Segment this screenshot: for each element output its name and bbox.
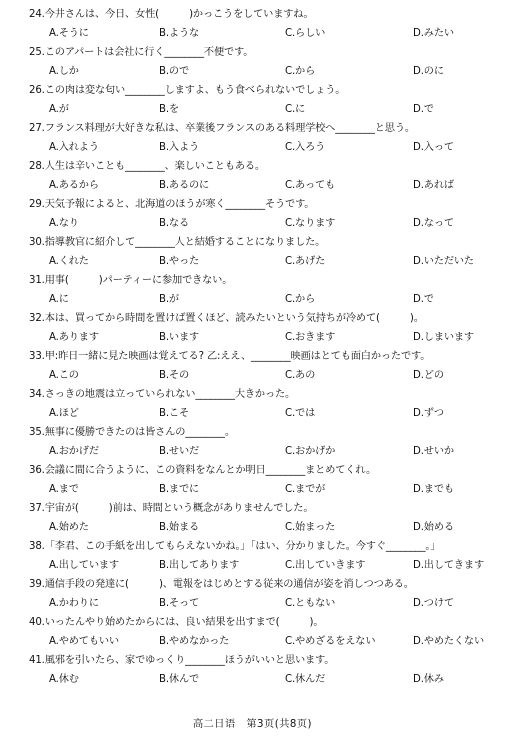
- option-b: B.入よう: [159, 142, 200, 153]
- option-d: D.やめたくない: [413, 636, 485, 647]
- question-40: [29, 616, 499, 654]
- option-a: A.かわりに: [49, 598, 99, 609]
- option-d: D.出してきます: [413, 560, 485, 571]
- question-stem: 33.甲:昨日一緒に見た映画は覚えてる? 乙:ええ、________映画はとても面白かったです。: [29, 351, 431, 362]
- question-stem: 24.今井さんは、今日、女性( )かっこうをしていますね。: [29, 9, 314, 20]
- question-38: [29, 540, 499, 578]
- option-a: A.出しています: [49, 560, 119, 571]
- option-d: D.までも: [413, 484, 454, 495]
- option-d: D.せいか: [413, 446, 454, 457]
- question-26: [29, 84, 499, 122]
- question-stem: 30.指導教官に紹介して________人と結婚することになりました。: [29, 237, 326, 248]
- question-30: [29, 236, 499, 274]
- option-c: C.から: [285, 294, 316, 305]
- question-stem: 38.「李君、この手紙を出してもらえないかね。」「はい、分かりました。今すぐ________。」: [29, 541, 441, 552]
- option-a: A.あるから: [49, 180, 99, 191]
- option-b: B.あるのに: [159, 180, 210, 191]
- option-c: C.ともない: [285, 598, 336, 609]
- option-b: B.せいだ: [159, 446, 200, 457]
- option-a: A.しか: [49, 66, 79, 77]
- question-36: [29, 464, 499, 502]
- option-a: A.入れよう: [49, 142, 99, 153]
- option-a: A.この: [49, 370, 79, 381]
- option-b: B.なる: [159, 218, 190, 229]
- option-d: D.みたい: [413, 28, 454, 39]
- option-b: B.います: [159, 332, 200, 343]
- option-b: B.を: [159, 104, 179, 115]
- question-25: [29, 46, 499, 84]
- question-stem: 40.いったんやり始めたからには、良い結果を出すまで( )。: [29, 617, 324, 628]
- option-b: B.やめなかった: [159, 636, 230, 647]
- option-d: D.あれば: [413, 180, 454, 191]
- option-a: A.くれた: [49, 256, 89, 267]
- option-b: B.休んで: [159, 674, 200, 685]
- option-b: B.出してあります: [159, 560, 240, 571]
- option-a: A.まで: [49, 484, 79, 495]
- option-d: D.ずつ: [413, 408, 444, 419]
- question-31: [29, 274, 499, 312]
- page-footer: 高二日语 第3页(共8页): [192, 719, 313, 730]
- question-stem: 32.本は、買ってから時間を置けば置くほど、読みたいという気持ちが冷めて( )。: [29, 313, 424, 324]
- option-d: D.しまいます: [413, 332, 474, 343]
- question-41: [29, 654, 499, 692]
- option-a: A.あります: [49, 332, 99, 343]
- question-stem: 27.フランス料理が大好きな私は、卒業後フランスのある料理学校へ________と思う。: [29, 123, 415, 134]
- option-b: B.までに: [159, 484, 200, 495]
- option-c: C.始まった: [285, 522, 336, 533]
- option-d: D.なって: [413, 218, 454, 229]
- question-28: [29, 160, 499, 198]
- option-b: B.やった: [159, 256, 200, 267]
- question-stem: 37.宇宙が( )前は、時間という概念がありませんでした。: [29, 503, 314, 514]
- option-c: C.あの: [285, 370, 316, 381]
- question-39: [29, 578, 499, 616]
- option-d: D.で: [413, 294, 434, 305]
- option-c: C.では: [285, 408, 316, 419]
- option-b: B.が: [159, 294, 179, 305]
- option-a: A.始めた: [49, 522, 89, 533]
- option-b: B.ので: [159, 66, 190, 77]
- question-stem: 34.さっきの地震は立っていられない________大きかった。: [29, 389, 296, 400]
- question-stem: 39.通信手段の発達に( )、電報をはじめとする従来の通信が姿を消しつつある。: [29, 579, 414, 590]
- question-27: [29, 122, 499, 160]
- question-33: [29, 350, 499, 388]
- option-b: B.こそ: [159, 408, 190, 419]
- option-c: C.入ろう: [285, 142, 326, 153]
- option-d: D.いただいた: [413, 256, 474, 267]
- option-d: D.どの: [413, 370, 444, 381]
- option-a: A.そうに: [49, 28, 89, 39]
- option-a: A.やめてもいい: [49, 636, 119, 647]
- question-stem: 28.人生は辛いことも________、楽しいこともある。: [29, 161, 265, 172]
- option-a: A.おかげだ: [49, 446, 99, 457]
- option-c: C.あっても: [285, 180, 336, 191]
- option-c: C.やめざるをえない: [285, 636, 376, 647]
- question-35: [29, 426, 499, 464]
- question-24: [29, 8, 499, 46]
- question-stem: 36.会議に間に合うように、この資料をなんとか明日________まとめてくれ。: [29, 465, 376, 476]
- question-29: [29, 198, 499, 236]
- option-d: D.休み: [413, 674, 444, 685]
- option-c: C.おかげか: [285, 446, 336, 457]
- option-d: D.で: [413, 104, 434, 115]
- option-d: D.のに: [413, 66, 444, 77]
- question-stem: 35.無事に優勝できたのは皆さんの________。: [29, 427, 235, 438]
- option-c: C.に: [285, 104, 306, 115]
- option-a: A.に: [49, 294, 69, 305]
- option-d: D.つけて: [413, 598, 454, 609]
- question-37: [29, 502, 499, 540]
- question-stem: 31.用事( )パーティーに参加できない。: [29, 275, 233, 286]
- question-32: [29, 312, 499, 350]
- option-a: A.が: [49, 104, 69, 115]
- option-a: A.なり: [49, 218, 79, 229]
- option-c: C.休んだ: [285, 674, 326, 685]
- option-c: C.なります: [285, 218, 336, 229]
- option-c: C.おきます: [285, 332, 336, 343]
- option-c: C.らしい: [285, 28, 326, 39]
- option-b: B.そって: [159, 598, 200, 609]
- option-b: B.始まる: [159, 522, 200, 533]
- option-c: C.までが: [285, 484, 326, 495]
- option-c: C.出していきます: [285, 560, 366, 571]
- option-d: D.始める: [413, 522, 454, 533]
- option-c: C.あげた: [285, 256, 326, 267]
- option-a: A.休む: [49, 674, 79, 685]
- option-b: B.その: [159, 370, 190, 381]
- question-stem: 26.この肉は変な匂い________しますよ、もう食べられないでしょう。: [29, 85, 346, 96]
- option-d: D.入って: [413, 142, 454, 153]
- option-b: B.ような: [159, 28, 200, 39]
- question-stem: 29.天気予報によると、北海道のほうが寒く________そうです。: [29, 199, 315, 210]
- option-a: A.ほど: [49, 408, 79, 419]
- option-c: C.から: [285, 66, 316, 77]
- question-34: [29, 388, 499, 426]
- question-stem: 25.このアパートは会社に行く________不便です。: [29, 47, 254, 58]
- question-stem: 41.風邪を引いたら、家でゆっくり________ほうがいいと思います。: [29, 655, 335, 666]
